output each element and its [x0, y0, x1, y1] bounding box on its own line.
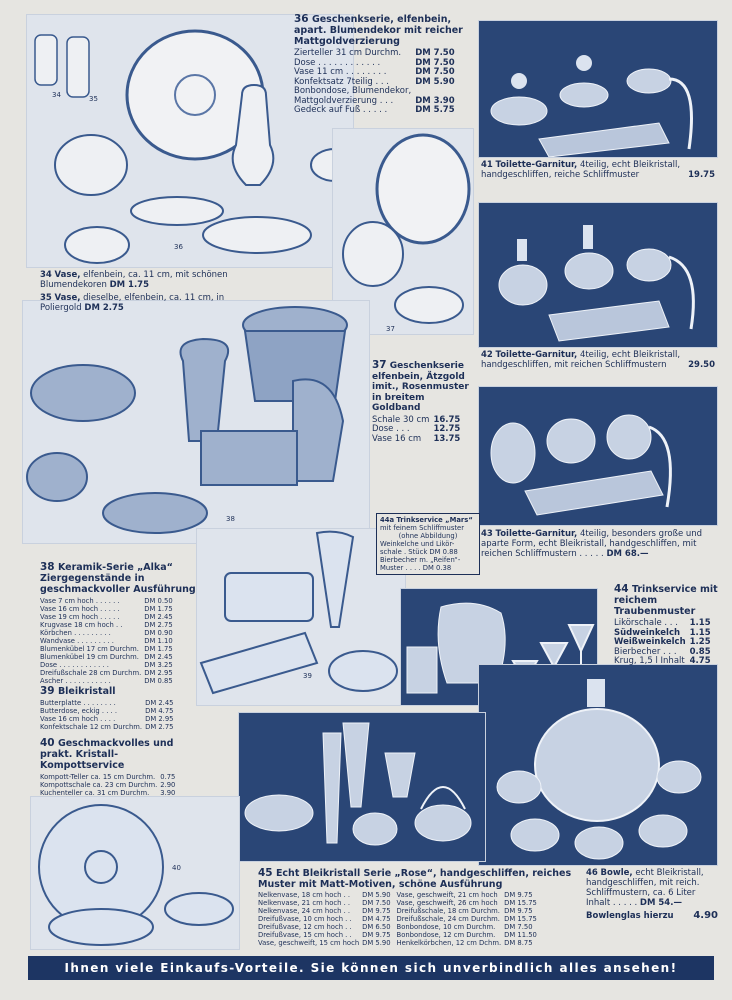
item-43	[481, 529, 715, 559]
item-title: Geschenkserie elfenbein, Ätzgold imit., Rosenmuster in breitem Goldband	[372, 361, 469, 413]
figure-number-38: 38	[226, 515, 235, 523]
price-row: Blumenkübel 17 cm Durchm. DM 1.75	[40, 645, 173, 653]
item-number: 44	[614, 583, 629, 595]
figure-number-36: 36	[174, 243, 183, 251]
item-title: Vase,	[54, 270, 81, 280]
item-36	[294, 14, 464, 116]
footer-banner: Ihnen viele Einkaufs-Vorteile. Sie können sich unverbindlich alles ansehen!	[28, 956, 714, 980]
figure-number-40: 40	[172, 864, 181, 872]
price-row: Konfektsatz 7teilig . . . DM 5.90	[294, 76, 455, 87]
price-row: Bonbondose, 10 cm Durchm. DM 7.50	[396, 923, 533, 931]
price-row: Dreifußschale 28 cm Durchm. DM 2.95	[40, 669, 173, 677]
item-44	[614, 584, 718, 667]
price-row: Krugvase 18 cm hoch . . DM 2.75	[40, 621, 173, 629]
price-row: Körbchen . . . . . . . . . DM 0.90	[40, 629, 173, 637]
item-number: 45	[258, 867, 273, 879]
price-row: Schale 30 cm 16.75	[372, 414, 461, 425]
price-table-right	[397, 891, 537, 947]
item-40	[40, 738, 198, 797]
price-row: Vase 11 cm . . . . . . . . DM 7.50	[294, 67, 455, 77]
price-table	[40, 773, 175, 797]
item-title: Bowle,	[600, 868, 633, 878]
price-row: Butterdose, eckig . . . . DM 4.75	[40, 707, 174, 715]
item-price: 19.75	[688, 170, 715, 180]
price-table	[294, 49, 455, 116]
item-number: 34	[40, 270, 52, 280]
item-39	[40, 686, 190, 731]
price-row: Bonbondose, 12 cm Durchm. DM 11.50	[396, 931, 537, 939]
price-row: Krug, 1,5 l Inhalt 4.75	[614, 656, 711, 666]
price-table	[372, 416, 460, 445]
item-price: DM 54.—	[639, 898, 682, 908]
rose-crystal-photo	[238, 712, 486, 862]
item-38	[40, 562, 198, 685]
item-number: 46	[586, 868, 598, 878]
price-row: Kuchenteller ca. 31 cm Durchm. 3.90	[40, 789, 176, 797]
item-number: 40	[40, 737, 55, 749]
item-title: Geschenkserie, elfenbein, apart. Blumendekor mit reicher Mattgoldverzierung	[294, 14, 463, 47]
item-price: DM 1.75	[109, 280, 150, 290]
price-row: Bierbecher . . . 0.85	[614, 646, 711, 657]
price-row: Dose . . . . . . . . . . . . DM 3.25	[40, 661, 173, 669]
price-row: Nelkenvase, 24 cm hoch . . DM 9.75	[258, 907, 391, 915]
price-row: Bonbondose, Blumendekor,	[294, 86, 412, 96]
item-price: DM 68.—	[606, 549, 649, 559]
price-row: Dreifußschale, 24 cm Durchm. DM 15.75	[396, 915, 537, 923]
item-title: Geschmackvolles und prakt. Kristall-Kompottservice	[40, 738, 174, 771]
price-row: Kompott-Teller ca. 15 cm Durchm. 0.75	[40, 773, 176, 781]
item-title: Toilette-Garnitur,	[495, 529, 578, 539]
item-price: 29.50	[688, 360, 715, 370]
item-45	[258, 868, 580, 947]
price-row: Vase, geschweift, 21 cm hoch DM 9.75	[396, 891, 533, 899]
price-table	[614, 619, 711, 667]
price-table	[40, 597, 173, 685]
price-row: Vase 16 cm hoch . . . . DM 2.95	[40, 715, 174, 723]
item-desc: echt Bleikristall, handgeschliffen, mit reich. Schliffmustern, ca. 6 Liter Inhalt . . . . .	[586, 868, 704, 908]
item-title: Toilette-Garnitur,	[495, 350, 578, 360]
item-desc: 4teilig, echt Bleikristall, handgeschliffen, reiche Schliffmuster	[481, 160, 681, 180]
figure-number-39: 39	[303, 672, 312, 680]
price-row: Likörschale . . . 1.15	[614, 618, 711, 628]
price-row: Vase 19 cm hoch . . . . . DM 2.45	[40, 613, 173, 621]
figure-number-34: 34	[52, 91, 61, 99]
price-row: Vase, geschweift, 15 cm hoch DM 5.90	[258, 939, 391, 947]
item-number: 36	[294, 13, 309, 25]
item-number: 41	[481, 160, 493, 170]
item-number: 39	[40, 685, 55, 697]
bowl-glass-line	[586, 911, 718, 921]
item-title: Echt Bleikristall Serie „Rose“, handgeschliffen, reiches Muster mit Matt-Motiven, schöne Ausführung	[258, 868, 572, 890]
compote-set-photo	[30, 796, 240, 950]
price-row: Ascher . . . . . . . . . . . DM 0.85	[40, 677, 173, 685]
item-desc: 4teilig, besonders große und aparte Form, echt Bleikristall, handgeschliffen, mit reichen Schliffmustern . . . . .	[481, 529, 703, 559]
price-row: Nelkenvase, 18 cm hoch . . DM 5.90	[258, 891, 391, 899]
price-row: Gedeck auf Fuß . . . . . DM 5.75	[294, 105, 455, 115]
price-row: Vase 7 cm hoch . . . . . . DM 0.50	[40, 597, 173, 605]
price-row: Vase 16 cm 13.75	[372, 433, 461, 444]
item-title: Bleikristall	[57, 686, 116, 697]
price-row: Zierteller 31 cm Durchm. DM 7.50	[294, 48, 455, 58]
item-number: 35	[40, 293, 52, 303]
item-number: 38	[40, 561, 55, 573]
item-46	[586, 868, 718, 921]
item-44a-box: 44a Trinkservice „Mars“ mit feinem Schliffmuster (ohne Abbildung) Weinkelche und Likör- schale . Stück DM 0.88 Bierbecher m. „Reifen“- Muster . . . . DM 0.38	[376, 513, 480, 575]
price-row: Konfektschale 12 cm Durchm. DM 2.75	[40, 723, 174, 731]
item-price: DM 2.75	[84, 303, 124, 313]
price-row: Wandvase . . . . . . . . . DM 1.10	[40, 637, 173, 645]
figure-number-35: 35	[89, 95, 98, 103]
price-row: Vase 16 cm hoch . . . . . DM 1.75	[40, 605, 173, 613]
price-row: Weißweinkelch 1.25	[614, 637, 711, 647]
item-desc: 4teilig, echt Bleikristall, handgeschliffen, mit reichen Schliffmustern	[481, 350, 681, 370]
item-35	[40, 293, 240, 313]
price-row: Dose . . . . . . . . . . . . DM 7.50	[294, 57, 455, 68]
item-number: 37	[372, 359, 387, 371]
item-number: 43	[481, 529, 493, 539]
price-row: Dreifußschale, 18 cm Durchm. DM 9.75	[396, 907, 533, 915]
price-row: Blumenkübel 19 cm Durchm. DM 2.45	[40, 653, 173, 661]
price-table	[40, 699, 174, 731]
item-title: Keramik-Serie „Alka“ Ziergegenstände in geschmackvoller Ausführung	[40, 562, 196, 595]
item-number: 42	[481, 350, 493, 360]
item-title: Trinkservice mit reichem Traubenmuster	[614, 584, 718, 617]
price-row: Südweinkelch 1.15	[614, 627, 711, 638]
item-34	[40, 270, 240, 290]
item-37	[372, 360, 470, 444]
price-row: Vase, geschweift, 26 cm hoch DM 15.75	[396, 899, 537, 907]
crystal-butter-vase-photo	[196, 528, 406, 706]
item-title: Vase,	[54, 293, 81, 303]
bowl-glass-label: Bowlenglas hierzu	[586, 911, 674, 921]
punch-bowl-photo	[478, 664, 718, 866]
price-row: Dose . . . 12.75	[372, 424, 461, 434]
price-columns	[258, 891, 580, 947]
price-row: Mattgoldverzierung . . . DM 3.90	[294, 95, 455, 106]
bowl-glass-price: 4.90	[693, 910, 718, 921]
price-row: Nelkenvase, 21 cm hoch . . DM 7.50	[258, 899, 391, 907]
figure-number-37: 37	[386, 325, 395, 333]
price-row: Dreifußvase, 12 cm hoch . . DM 6.50	[258, 923, 391, 931]
price-row: Kompottschale ca. 23 cm Durchm. 2.90	[40, 781, 176, 789]
item-title: Toilette-Garnitur,	[495, 160, 578, 170]
toiletry-set-41-photo	[478, 20, 718, 158]
ceramic-alka-photo	[22, 300, 370, 544]
price-row: Dreifußvase, 15 cm hoch . . DM 9.75	[258, 931, 391, 939]
price-row: Henkelkörbchen, 12 cm Dchm. DM 8.75	[396, 939, 533, 947]
price-row: Butterplatte . . . . . . . . DM 2.45	[40, 699, 174, 707]
item-42	[481, 350, 715, 370]
toiletry-set-42-photo	[478, 202, 718, 348]
toiletry-set-43-photo	[478, 386, 718, 526]
item-41	[481, 160, 715, 180]
item-desc: dieselbe, elfenbein, ca. 11 cm, in Poliergold	[40, 293, 225, 313]
price-table-left	[258, 891, 391, 947]
item-desc: elfenbein, ca. 11 cm, mit schönen Blumendekoren	[40, 270, 228, 290]
price-row: Dreifußvase, 10 cm hoch . . DM 4.75	[258, 915, 391, 923]
